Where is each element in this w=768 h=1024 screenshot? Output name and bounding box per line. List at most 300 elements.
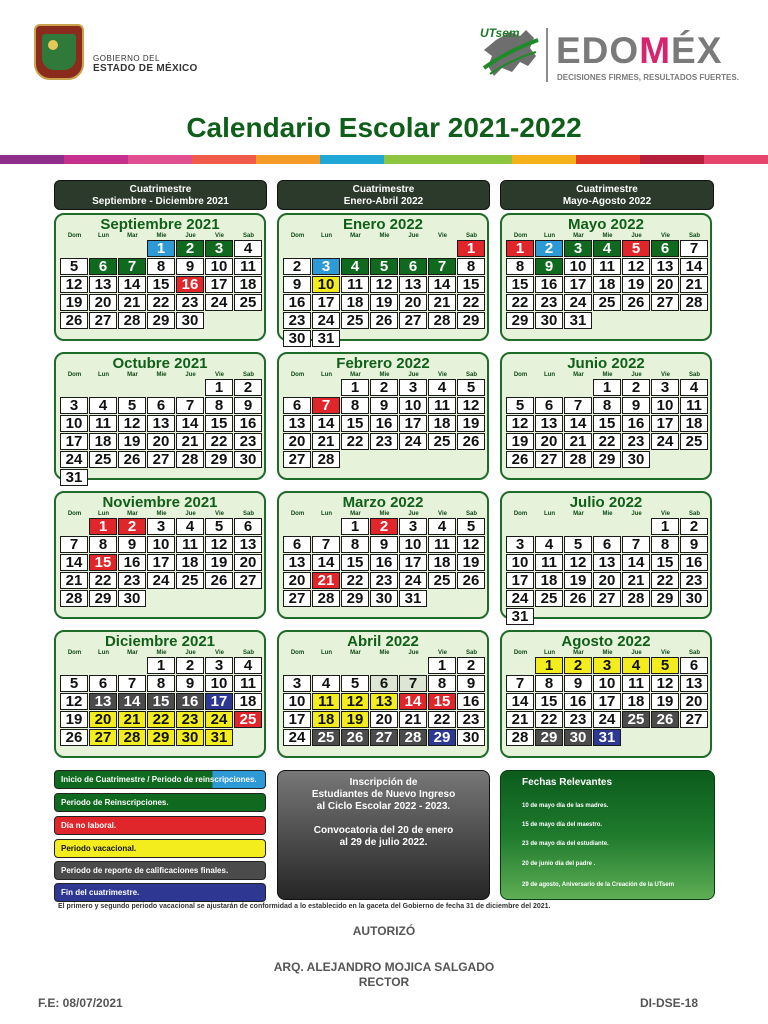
day-cell: 3 (593, 657, 621, 674)
day-cell: 1 (89, 518, 117, 535)
day-cell: 23 (370, 572, 398, 589)
day-cell: 23 (370, 433, 398, 450)
day-cell: 10 (312, 276, 340, 293)
day-cell: 5 (651, 657, 679, 674)
page-title: Calendario Escolar 2021-2022 (186, 112, 582, 143)
stripe-segment (192, 155, 256, 164)
weekday-label: Sab (688, 372, 700, 378)
day-cell: 1 (535, 657, 563, 674)
weekday-label: Dom (290, 511, 305, 517)
stripe-segment (64, 155, 128, 164)
stripe-segment (384, 155, 448, 164)
blank-cell (370, 240, 398, 257)
day-cell: 22 (89, 572, 117, 589)
day-cell: 15 (593, 415, 621, 432)
day-cell: 6 (89, 675, 117, 692)
weekday-label: Dom (513, 233, 528, 239)
fecha-item: 23 de mayo día del estudiante. (522, 841, 609, 847)
day-cell: 10 (205, 258, 233, 275)
day-cell: 28 (399, 729, 427, 746)
day-cell: 21 (118, 711, 146, 728)
day-cell: 3 (506, 536, 534, 553)
autorizo-label: AUTORIZÓ (352, 924, 416, 938)
day-cell: 15 (341, 415, 369, 432)
day-cell: 25 (312, 729, 340, 746)
weekday-label: Sab (465, 650, 477, 656)
day-cell: 19 (341, 711, 369, 728)
day-cell: 2 (535, 240, 563, 257)
day-cell: 7 (60, 536, 88, 553)
month-name: Junio 2022 (567, 355, 645, 372)
day-cell: 15 (205, 415, 233, 432)
day-grid (60, 240, 263, 330)
day-cell: 15 (428, 693, 456, 710)
day-cell: 15 (651, 554, 679, 571)
edomex-slogan: DECISIONES FIRMES, RESULTADOS FUERTES. (557, 73, 739, 82)
day-cell: 8 (147, 258, 175, 275)
day-cell: 16 (535, 276, 563, 293)
weekday-label: Mie (156, 511, 167, 517)
weekday-label: Vie (661, 372, 670, 378)
day-cell: 9 (176, 258, 204, 275)
day-cell: 13 (535, 415, 563, 432)
day-cell: 25 (428, 572, 456, 589)
day-cell: 12 (457, 397, 485, 414)
day-cell: 6 (89, 258, 117, 275)
weekday-header (506, 511, 709, 517)
day-cell: 22 (506, 294, 534, 311)
day-cell: 27 (89, 729, 117, 746)
weekday-header (283, 233, 486, 239)
weekday-label: Jue (185, 650, 196, 656)
day-cell: 23 (176, 711, 204, 728)
weekday-label: Jue (631, 650, 642, 656)
weekday-header (60, 511, 263, 517)
day-cell: 9 (535, 258, 563, 275)
month-calendar (500, 630, 712, 758)
day-cell: 13 (147, 415, 175, 432)
day-cell: 5 (506, 397, 534, 414)
day-cell: 27 (680, 711, 708, 728)
day-cell: 23 (457, 711, 485, 728)
month-calendar (54, 630, 266, 758)
weekday-label: Mar (573, 372, 584, 378)
day-cell: 22 (651, 572, 679, 589)
day-cell: 3 (651, 379, 679, 396)
day-cell: 31 (506, 608, 534, 625)
weekday-label: Mie (379, 650, 390, 656)
day-cell: 16 (176, 276, 204, 293)
day-cell: 7 (506, 675, 534, 692)
cuatrimestre-3-line1: Cuatrimestre (576, 184, 638, 195)
day-cell: 27 (651, 294, 679, 311)
day-cell: 17 (506, 572, 534, 589)
weekday-label: Vie (438, 233, 447, 239)
day-cell: 30 (457, 729, 485, 746)
day-cell: 3 (205, 657, 233, 674)
blank-cell (89, 240, 117, 257)
day-cell: 7 (176, 397, 204, 414)
cuatrimestre-2-line1: Cuatrimestre (352, 184, 415, 195)
day-grid (283, 518, 486, 608)
day-cell: 28 (118, 729, 146, 746)
day-cell: 1 (147, 657, 175, 674)
day-cell: 21 (312, 572, 340, 589)
month-calendar (54, 213, 266, 341)
day-cell: 17 (205, 693, 233, 710)
day-cell: 13 (370, 693, 398, 710)
weekday-label: Mie (379, 372, 390, 378)
month-name: Enero 2022 (342, 216, 424, 233)
color-stripe-bar (0, 155, 768, 164)
day-cell: 25 (428, 433, 456, 450)
day-cell: 9 (457, 675, 485, 692)
weekday-label: Sab (465, 511, 477, 517)
stripe-segment (320, 155, 384, 164)
day-cell: 22 (457, 294, 485, 311)
blank-cell (564, 518, 592, 535)
day-cell: 9 (370, 536, 398, 553)
month-calendar (277, 630, 489, 758)
inscripcion-box (277, 770, 490, 900)
day-cell: 25 (341, 312, 369, 329)
weekday-label: Dom (67, 372, 82, 378)
day-cell: 13 (234, 536, 262, 553)
day-cell: 11 (312, 693, 340, 710)
day-cell: 10 (564, 258, 592, 275)
cuatrimestre-3-header (500, 180, 714, 210)
day-cell: 21 (506, 711, 534, 728)
header (0, 0, 768, 100)
day-cell: 30 (234, 451, 262, 468)
day-cell: 19 (370, 294, 398, 311)
day-cell: 20 (593, 572, 621, 589)
day-cell: 15 (535, 693, 563, 710)
day-cell: 9 (680, 536, 708, 553)
day-cell: 23 (283, 312, 311, 329)
day-cell: 5 (341, 675, 369, 692)
day-cell: 10 (399, 536, 427, 553)
day-cell: 20 (651, 276, 679, 293)
day-cell: 6 (147, 397, 175, 414)
day-cell: 23 (176, 294, 204, 311)
day-cell: 3 (147, 518, 175, 535)
day-cell: 8 (506, 258, 534, 275)
day-cell: 8 (651, 536, 679, 553)
day-cell: 26 (118, 451, 146, 468)
day-cell: 15 (147, 276, 175, 293)
day-cell: 7 (680, 240, 708, 257)
blank-cell (506, 379, 534, 396)
day-cell: 14 (60, 554, 88, 571)
legend-reporte-calificaciones: Periodo de reporte de calificaciones finales. (54, 861, 266, 880)
day-cell: 14 (312, 415, 340, 432)
day-cell: 1 (457, 240, 485, 257)
day-cell: 16 (176, 693, 204, 710)
day-cell: 14 (680, 258, 708, 275)
cuatrimestre-1-header (54, 180, 267, 210)
day-cell: 24 (283, 729, 311, 746)
day-cell: 18 (428, 554, 456, 571)
weekday-label: Sab (242, 372, 254, 378)
day-cell: 20 (535, 433, 563, 450)
day-cell: 28 (312, 451, 340, 468)
day-cell: 17 (593, 693, 621, 710)
day-cell: 5 (205, 518, 233, 535)
signer-name: ARQ. ALEJANDRO MOJICA SALGADO (273, 960, 495, 974)
stripe-segment (448, 155, 512, 164)
legend-periodo-vacacional: Periodo vacacional. (54, 839, 266, 858)
fechas-relevantes-box (500, 770, 715, 900)
day-grid (60, 657, 263, 747)
stripe-segment (704, 155, 768, 164)
weekday-label: Vie (661, 233, 670, 239)
day-cell: 7 (428, 258, 456, 275)
weekday-label: Dom (67, 511, 82, 517)
day-cell: 12 (118, 415, 146, 432)
day-cell: 7 (564, 397, 592, 414)
day-cell: 16 (370, 554, 398, 571)
weekday-label: Mar (573, 650, 584, 656)
month-name: Abril 2022 (347, 633, 419, 650)
day-cell: 25 (535, 590, 563, 607)
day-cell: 19 (622, 276, 650, 293)
day-cell: 28 (176, 451, 204, 468)
day-cell: 4 (428, 379, 456, 396)
legend-dia-no-laboral: Día no laboral. (54, 816, 266, 835)
blank-cell (118, 379, 146, 396)
day-cell: 23 (622, 433, 650, 450)
day-cell: 11 (234, 675, 262, 692)
day-cell: 24 (399, 433, 427, 450)
day-cell: 26 (651, 711, 679, 728)
day-cell: 24 (593, 711, 621, 728)
day-cell: 20 (89, 294, 117, 311)
day-cell: 18 (312, 711, 340, 728)
day-grid (283, 240, 486, 348)
day-cell: 22 (147, 711, 175, 728)
weekday-label: Jue (631, 233, 642, 239)
day-cell: 26 (506, 451, 534, 468)
day-cell: 10 (399, 397, 427, 414)
day-cell: 30 (176, 729, 204, 746)
weekday-label: Jue (408, 372, 419, 378)
month-name: Septiembre 2021 (100, 216, 220, 233)
day-cell: 10 (651, 397, 679, 414)
day-cell: 1 (506, 240, 534, 257)
weekday-label: Lun (98, 511, 109, 517)
blank-cell (312, 240, 340, 257)
day-cell: 4 (622, 657, 650, 674)
blank-cell (118, 240, 146, 257)
day-cell: 12 (205, 536, 233, 553)
day-cell: 30 (118, 590, 146, 607)
blank-cell (60, 518, 88, 535)
day-cell: 8 (341, 397, 369, 414)
weekday-label: Dom (290, 372, 305, 378)
blank-cell (312, 657, 340, 674)
day-cell: 2 (118, 518, 146, 535)
weekday-label: Lun (544, 511, 555, 517)
footnote: El primero y segundo periodo vacacional se ajustarán de conformidad a lo establecido en la gaceta del Gobierno de fecha 31 de diciembre del 2021. (58, 903, 551, 910)
weekday-label: Jue (185, 233, 196, 239)
blank-cell (312, 518, 340, 535)
day-cell: 7 (312, 397, 340, 414)
day-cell: 11 (622, 675, 650, 692)
day-cell: 5 (60, 258, 88, 275)
day-cell: 29 (341, 590, 369, 607)
weekday-label: Dom (67, 233, 82, 239)
day-cell: 26 (60, 312, 88, 329)
month-name: Marzo 2022 (342, 494, 424, 511)
day-cell: 29 (593, 451, 621, 468)
day-cell: 11 (535, 554, 563, 571)
weekday-label: Lun (98, 650, 109, 656)
blank-cell (283, 240, 311, 257)
day-cell: 24 (564, 294, 592, 311)
day-grid (506, 518, 709, 626)
day-cell: 4 (89, 397, 117, 414)
day-cell: 16 (234, 415, 262, 432)
day-cell: 24 (147, 572, 175, 589)
day-cell: 2 (680, 518, 708, 535)
day-cell: 17 (312, 294, 340, 311)
day-cell: 19 (564, 572, 592, 589)
day-cell: 2 (564, 657, 592, 674)
inscripcion-line3: al Ciclo Escolar 2022 - 2023. (316, 801, 451, 812)
signer-role: RECTOR (358, 975, 410, 989)
day-cell: 16 (370, 415, 398, 432)
day-cell: 26 (370, 312, 398, 329)
day-cell: 1 (147, 240, 175, 257)
weekday-label: Lun (98, 233, 109, 239)
blank-cell (60, 657, 88, 674)
day-cell: 18 (680, 415, 708, 432)
day-cell: 27 (283, 590, 311, 607)
day-cell: 26 (457, 433, 485, 450)
day-cell: 11 (428, 397, 456, 414)
weekday-label: Lun (544, 372, 555, 378)
day-cell: 31 (593, 729, 621, 746)
day-cell: 23 (564, 711, 592, 728)
month-name: Mayo 2022 (568, 216, 644, 233)
weekday-label: Jue (631, 372, 642, 378)
weekday-label: Sab (688, 650, 700, 656)
day-cell: 17 (283, 711, 311, 728)
day-cell: 1 (651, 518, 679, 535)
day-cell: 29 (205, 451, 233, 468)
day-cell: 14 (399, 693, 427, 710)
weekday-label: Dom (513, 511, 528, 517)
cuatrimestre-1-line1: Cuatrimestre (129, 184, 192, 195)
day-cell: 14 (312, 554, 340, 571)
day-cell: 3 (399, 518, 427, 535)
day-grid (60, 518, 263, 608)
weekday-label: Mar (350, 372, 361, 378)
day-cell: 3 (399, 379, 427, 396)
day-cell: 26 (205, 572, 233, 589)
day-cell: 12 (341, 693, 369, 710)
day-cell: 22 (147, 294, 175, 311)
day-cell: 11 (176, 536, 204, 553)
weekday-label: Sab (242, 233, 254, 239)
day-cell: 28 (60, 590, 88, 607)
day-cell: 19 (118, 433, 146, 450)
weekday-label: Dom (67, 650, 82, 656)
day-cell: 5 (622, 240, 650, 257)
day-cell: 5 (370, 258, 398, 275)
weekday-label: Lun (544, 233, 555, 239)
day-cell: 2 (370, 379, 398, 396)
day-cell: 16 (457, 693, 485, 710)
crest-sun (48, 40, 58, 50)
edomex-m: M (639, 30, 672, 71)
weekday-label: Mie (602, 372, 613, 378)
month-name: Julio 2022 (569, 494, 643, 511)
cuatrimestre-3-line2: Mayo-Agosto 2022 (562, 196, 652, 207)
day-cell: 15 (341, 554, 369, 571)
day-cell: 29 (147, 312, 175, 329)
legend-inicio: Inicio de Cuatrimestre / Periodo de reinscripciones. (54, 770, 266, 789)
day-cell: 5 (564, 536, 592, 553)
weekday-label: Mie (156, 650, 167, 656)
day-cell: 29 (428, 729, 456, 746)
day-cell: 29 (651, 590, 679, 607)
edomex-logo (556, 30, 722, 72)
day-cell: 9 (234, 397, 262, 414)
weekday-label: Vie (661, 511, 670, 517)
day-cell: 17 (651, 415, 679, 432)
day-cell: 21 (118, 294, 146, 311)
weekday-label: Vie (438, 650, 447, 656)
day-cell: 13 (283, 554, 311, 571)
day-cell: 26 (341, 729, 369, 746)
month-name: Noviembre 2021 (102, 494, 218, 511)
day-cell: 24 (205, 294, 233, 311)
day-cell: 19 (651, 693, 679, 710)
day-cell: 30 (176, 312, 204, 329)
weekday-label: Lun (321, 650, 332, 656)
day-cell: 3 (205, 240, 233, 257)
signer-block (0, 960, 768, 990)
fecha-item: 29 de agosto, Aniversario de la Creación de la UTsem (522, 882, 675, 888)
weekday-label: Mar (350, 650, 361, 656)
weekday-label: Sab (465, 233, 477, 239)
day-cell: 29 (89, 590, 117, 607)
weekday-label: Vie (661, 650, 670, 656)
weekday-label: Jue (631, 511, 642, 517)
day-cell: 31 (564, 312, 592, 329)
day-cell: 17 (60, 433, 88, 450)
day-cell: 18 (234, 276, 262, 293)
stripe-segment (640, 155, 704, 164)
day-cell: 11 (593, 258, 621, 275)
day-cell: 14 (176, 415, 204, 432)
day-cell: 29 (457, 312, 485, 329)
weekday-label: Vie (438, 372, 447, 378)
day-cell: 24 (651, 433, 679, 450)
weekday-label: Mie (602, 511, 613, 517)
day-cell: 3 (564, 240, 592, 257)
blank-cell (60, 379, 88, 396)
edomex-b: ÉX (671, 30, 723, 71)
weekday-label: Sab (465, 372, 477, 378)
day-cell: 8 (147, 675, 175, 692)
day-cell: 23 (680, 572, 708, 589)
weekday-header (60, 233, 263, 239)
fecha-item: 20 de junio día del padre . (522, 861, 596, 867)
day-cell: 28 (506, 729, 534, 746)
